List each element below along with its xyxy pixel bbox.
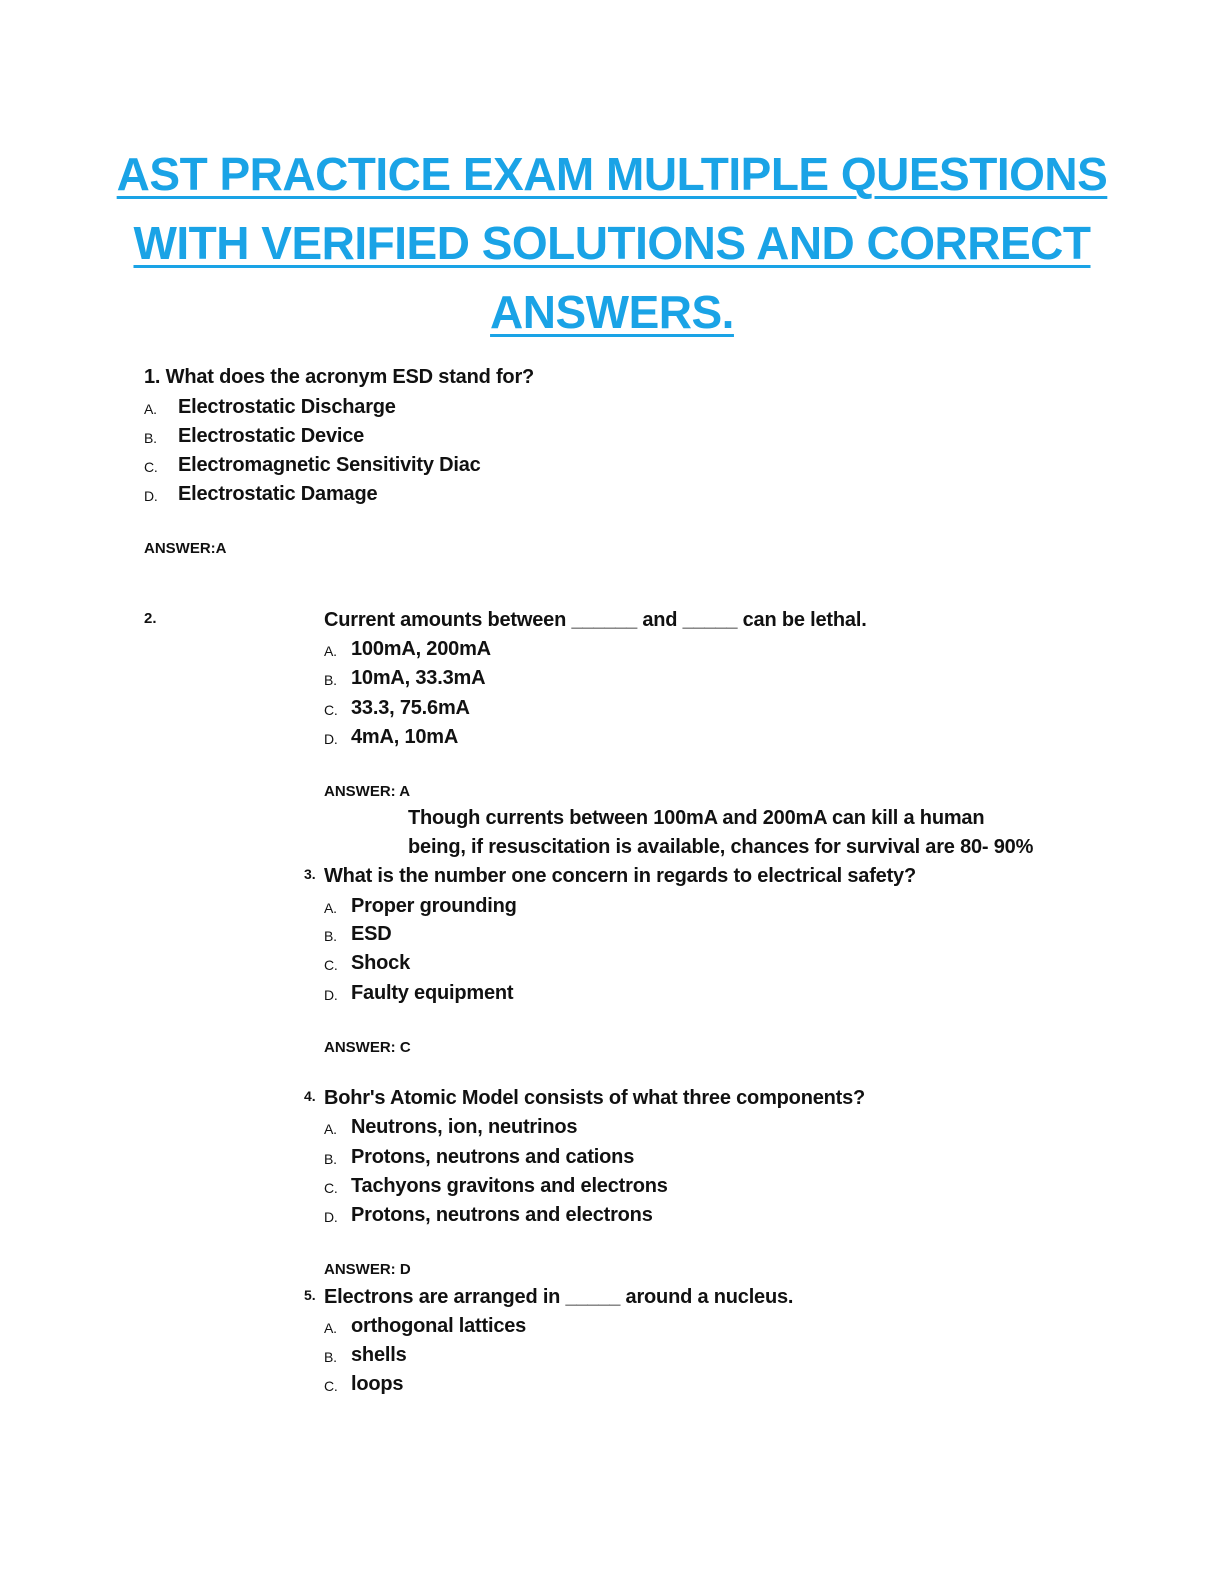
q2-option-d-letter: D. <box>324 731 338 747</box>
q2-option-c-letter: C. <box>324 702 338 718</box>
q1-option-b-text: Electrostatic Device <box>178 425 365 447</box>
q4-option-b-letter: B. <box>324 1151 337 1167</box>
question-4-number: 4. <box>304 1088 316 1104</box>
question-4-text: Bohr's Atomic Model consists of what three components? <box>324 1087 866 1109</box>
q4-option-c-text: Tachyons gravitons and electrons <box>351 1175 668 1197</box>
q4-option-a-letter: A. <box>324 1121 337 1137</box>
q3-answer: ANSWER: C <box>324 1039 411 1056</box>
q5-option-a-text: orthogonal lattices <box>351 1315 527 1337</box>
question-1-stem <box>144 364 534 390</box>
q4-option-c-letter: C. <box>324 1180 338 1196</box>
title-line-1: AST PRACTICE EXAM MULTIPLE QUESTIONS <box>116 148 1108 200</box>
q2-explanation-line-2: being, if resuscitation is available, chances for survival are 80- 90% <box>408 836 1034 858</box>
q2-option-a-text: 100mA, 200mA <box>351 638 491 660</box>
q3-option-b-text: ESD <box>351 923 392 945</box>
q2-answer: ANSWER: A <box>324 783 411 800</box>
q2-option-a-letter: A. <box>324 643 337 659</box>
q5-option-b-text: shells <box>351 1344 407 1366</box>
question-2-number: 2. <box>144 610 157 627</box>
q1-option-a-letter: A. <box>144 401 157 417</box>
q2-option-b-text: 10mA, 33.3mA <box>351 667 486 689</box>
q2-option-b-letter: B. <box>324 672 337 688</box>
q4-answer: ANSWER: D <box>324 1261 411 1278</box>
q5-option-c-letter: C. <box>324 1378 338 1394</box>
q1-answer: ANSWER:A <box>144 540 227 557</box>
q1-option-c-letter: C. <box>144 459 158 475</box>
q1-option-d-letter: D. <box>144 488 158 504</box>
q1-option-a-text: Electrostatic Discharge <box>178 396 396 418</box>
question-3-number: 3. <box>304 866 316 882</box>
q2-option-c-text: 33.3, 75.6mA <box>351 697 470 719</box>
q3-option-c-letter: C. <box>324 957 338 973</box>
q5-option-b-letter: B. <box>324 1349 337 1365</box>
title-line-3: ANSWERS. <box>490 286 734 338</box>
q2-explanation-line-1: Though currents between 100mA and 200mA can kill a human <box>408 807 985 829</box>
question-5-number: 5. <box>304 1287 316 1303</box>
q4-option-b-text: Protons, neutrons and cations <box>351 1146 635 1168</box>
q1-option-b-letter: B. <box>144 430 157 446</box>
q3-option-c-text: Shock <box>351 952 411 974</box>
q4-option-d-letter: D. <box>324 1209 338 1225</box>
question-3-text: What is the number one concern in regards to electrical safety? <box>324 865 916 887</box>
q3-option-a-text: Proper grounding <box>351 895 517 917</box>
q3-option-b-letter: B. <box>324 928 337 944</box>
q3-option-d-text: Faulty equipment <box>351 982 514 1004</box>
q3-option-d-letter: D. <box>324 987 338 1003</box>
q2-option-d-text: 4mA, 10mA <box>351 726 459 748</box>
question-1-number: 1. <box>144 366 161 388</box>
question-1-text: What does the acronym ESD stand for? <box>165 366 535 388</box>
q5-option-a-letter: A. <box>324 1320 337 1336</box>
q5-option-c-text: loops <box>351 1373 404 1395</box>
q4-option-a-text: Neutrons, ion, neutrinos <box>351 1116 578 1138</box>
question-5-text: Electrons are arranged in _____ around a nucleus. <box>324 1286 794 1308</box>
q4-option-d-text: Protons, neutrons and electrons <box>351 1204 653 1226</box>
question-2-text: Current amounts between ______ and _____ can be lethal. <box>324 609 867 631</box>
q1-option-c-text: Electromagnetic Sensitivity Diac <box>178 454 481 476</box>
q3-option-a-letter: A. <box>324 900 337 916</box>
q1-option-d-text: Electrostatic Damage <box>178 483 378 505</box>
title-line-2: WITH VERIFIED SOLUTIONS AND CORRECT <box>133 217 1091 269</box>
document-title <box>100 140 1124 347</box>
